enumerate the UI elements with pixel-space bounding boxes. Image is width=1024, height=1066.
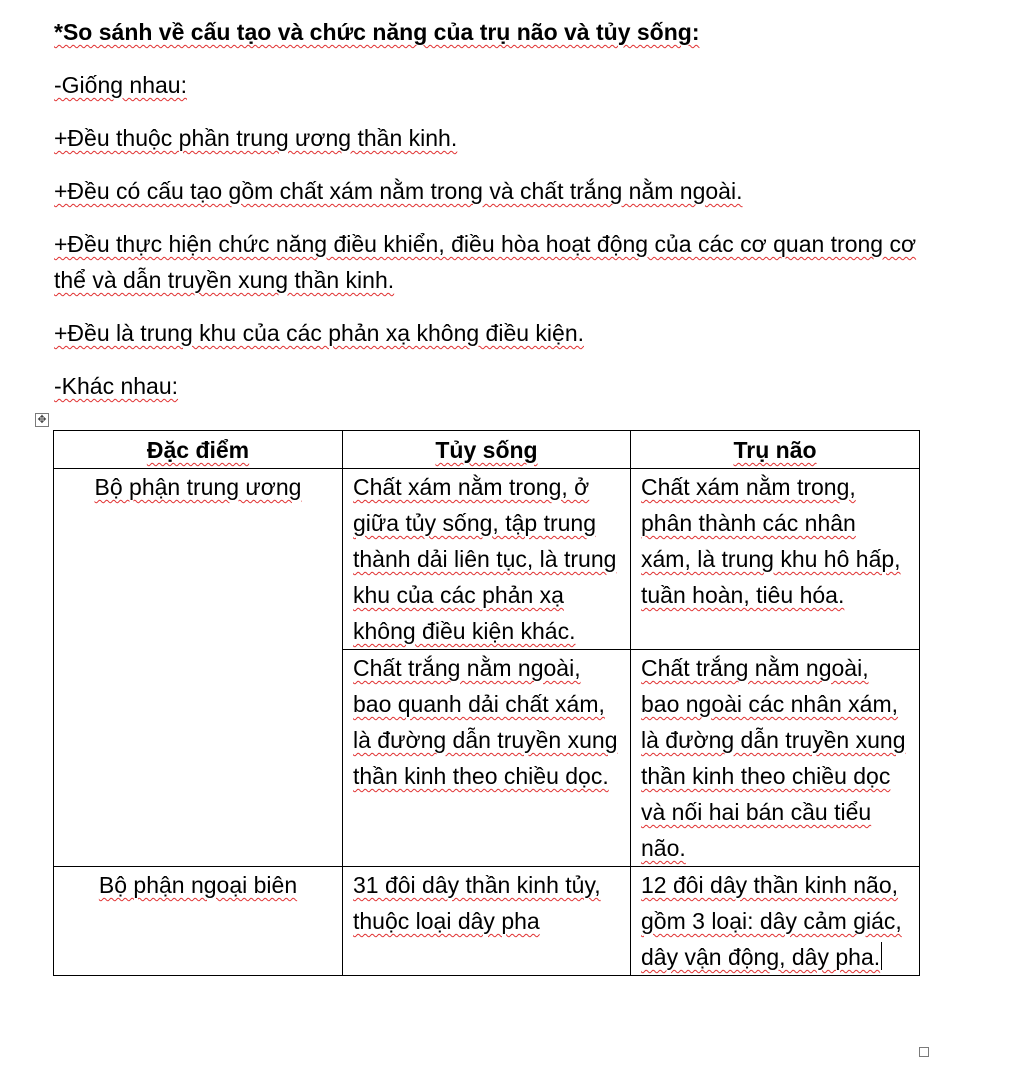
document-title[interactable]: *So sánh về cấu tạo và chức năng của trụ não và tủy sống: (54, 19, 700, 45)
brainstem-nerves-cell[interactable]: 12 đôi dây thần kinh não, gồm 3 loại: dây cảm giác, dây vận động, dây pha. (631, 867, 920, 976)
header-cell-spinal-cord[interactable]: Tủy sống (343, 431, 631, 469)
similar-heading[interactable]: -Giống nhau: (54, 72, 187, 98)
similar-point-3[interactable]: +Đều thực hiện chức năng điều khiển, điều hòa hoạt động của các cơ quan trong cơ thể và dẫn truyền xung thần kinh. (54, 231, 917, 293)
spinal-white-matter-cell[interactable]: Chất trắng nằm ngoài, bao quanh dải chất xám, là đường dẫn truyền xung thần kinh theo chiều dọc. (343, 650, 631, 867)
feature-cell-central[interactable]: Bộ phận trung ương (54, 469, 343, 867)
spinal-gray-matter-cell[interactable]: Chất xám nằm trong, ở giữa tủy sống, tập trung thành dải liên tục, là trung khu của các phản xạ không điều kiện khác. (343, 469, 631, 650)
table-move-handle-icon[interactable]: ✥ (35, 413, 49, 427)
table-header-row (54, 431, 920, 469)
text-cursor (881, 942, 882, 970)
brainstem-gray-matter-cell[interactable]: Chất xám nằm trong, phân thành các nhân xám, là trung khu hô hấp, tuần hoàn, tiêu hóa. (631, 469, 920, 650)
document-body (54, 14, 924, 421)
spinal-nerves-cell[interactable]: 31 đôi dây thần kinh tủy, thuộc loại dây pha (343, 867, 631, 976)
similar-point-4[interactable]: +Đều là trung khu của các phản xạ không điều kiện. (54, 320, 584, 346)
similar-point-1[interactable]: +Đều thuộc phần trung ương thần kinh. (54, 125, 458, 151)
header-cell-brainstem[interactable]: Trụ não (631, 431, 920, 469)
table-resize-handle-icon[interactable] (919, 1047, 929, 1057)
feature-cell-peripheral[interactable]: Bộ phận ngoại biên (54, 867, 343, 976)
similar-point-2[interactable]: +Đều có cấu tạo gồm chất xám nằm trong và chất trắng nằm ngoài. (54, 178, 743, 204)
header-cell-feature[interactable]: Đặc điểm (54, 431, 343, 469)
table-row (54, 867, 920, 976)
table-row (54, 469, 920, 650)
brainstem-white-matter-cell[interactable]: Chất trắng nằm ngoài, bao ngoài các nhân xám, là đường dẫn truyền xung thần kinh theo chiều dọc và nối hai bán cầu tiểu não. (631, 650, 920, 867)
different-heading[interactable]: -Khác nhau: (54, 373, 179, 399)
comparison-table (53, 430, 920, 976)
